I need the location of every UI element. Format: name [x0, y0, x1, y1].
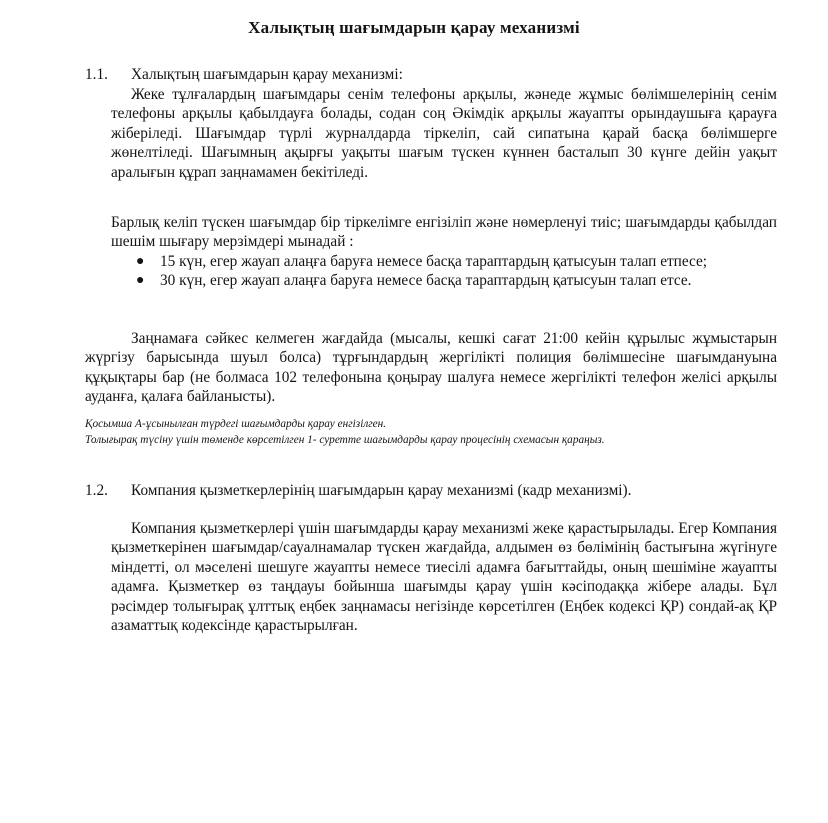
section-1-heading-row	[85, 65, 785, 85]
document-title: Халықтың шағымдарын қарау механизмі	[248, 18, 580, 37]
section-1-number: 1.1.	[85, 66, 108, 83]
bullet-icon: ●	[136, 254, 145, 269]
deadline-list	[131, 252, 779, 291]
section-1-heading: Халықтың шағымдарын қарау механизмі:	[131, 66, 403, 83]
section-2-number: 1.2.	[85, 482, 108, 499]
note-figure-reference: Толығырақ түсіну үшін төменде көрсетілген 1- суретте шағымдарды қарау процесінің схемасын қараңыз.	[85, 434, 605, 446]
section-2-paragraph-1: Компания қызметкерлері үшін шағымдарды қарау механизмі жеке қарастырылады. Егер Компания қызметкерінен шағымдар/сауалнамалар түскен жағдайда, алдымен өз бөлімінің бастығына жүгінуге міндетті, ол мәселені шешуге жауапты немесе тиесілі адамға бағыттайды, оның шешіміне жауапты адамға. Қызметкер өз таңдауы бойынша шағымды қарау үшін кәсіподаққа жібере алады. Бұл рәсімдер толығырақ ұлттық еңбек заңнамасы негізінде көрсетілген (Еңбек кодексі ҚР) сондай-ақ ҚР азаматтық кодексінде қарастырылған.	[111, 520, 777, 635]
list-item-text: 30 күн, егер жауап алаңға баруға немесе басқа тараптардың қатысуын талап етсе.	[160, 272, 692, 290]
section-2-heading-row	[85, 481, 777, 501]
section-1-paragraph-3: Заңнамаға сәйкес келмеген жағдайда (мысалы, кешкі сағат 21:00 кейін құрылыс жұмыстарын жүргізу барысында шуыл болса) тұрғындардың жергілікті полиция бөлімшесіне шағымдануына құқықтары бар (не болмаса 102 телефонына қоңырау шалуға немесе жергілікті телефон желісі арқылы ауданға, қалаға байланысты).	[85, 330, 777, 406]
bullet-icon: ●	[136, 273, 145, 289]
note-annex: Қосымша А-ұсынылған түрдегі шағымдарды қарау енгізілген.	[85, 418, 387, 430]
section-2-heading: Компания қызметкерлерінің шағымдарын қарау механизмі (кадр механизмі).	[131, 482, 632, 499]
section-1-paragraph-1: Жеке тұлғалардың шағымдары сенім телефоны арқылы, жәнеде жұмыс бөлімшелерінің сенім телефоны арқылы қабылдауға болады, содан соң Әкімдік арқылы жауапты орындаушыға қарауға жіберіледі. Шағымдар түрлі журналдарда тіркеліп, сай сипатына қарай басқа бөлімшерге жөнелтіледі. Шағымның ақырғы уақыты шағым түскен күннен басталып 30 күнге дейін уақыт аралығын құрап заңнамамен бекітіледі.	[111, 86, 777, 181]
section-1-paragraph-2: Барлық келіп түскен шағымдар бір тіркелімге енгізіліп және нөмерленуі тиіс; шағымдарды қабылдап шешім шығару мерзімдері мынадай :	[111, 214, 777, 251]
list-item	[131, 271, 779, 290]
list-item-text: 15 күн, егер жауап алаңға баруға немесе басқа тараптардың қатысуын талап етпесе;	[160, 253, 708, 270]
list-item	[131, 252, 779, 271]
